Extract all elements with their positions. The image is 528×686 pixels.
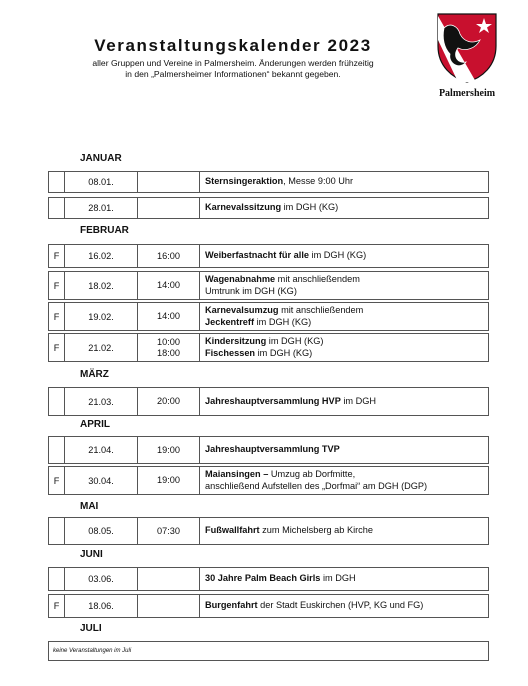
- event-title: Kindersitzung: [205, 336, 267, 347]
- no-events-note: keine Veranstaltungen im Juli: [53, 648, 132, 654]
- event-detail: im DGH (KG): [308, 250, 367, 261]
- event-cell: [200, 388, 488, 415]
- event-detail: mit anschließendem: [278, 305, 364, 316]
- time-cell: 10:00 18:00: [138, 334, 200, 361]
- event-title: Wagenabnahme: [205, 274, 276, 285]
- month-heading: JUNI: [80, 549, 103, 560]
- event-detail: im DGH: [320, 573, 356, 584]
- flag-cell: [49, 437, 65, 463]
- event-detail: zum Michelsberg ab Kirche: [259, 525, 373, 536]
- event-cell: [200, 272, 488, 299]
- month-heading: JULI: [80, 623, 102, 634]
- event-cell: [200, 198, 488, 218]
- event-text: [205, 176, 353, 187]
- event-cell: [200, 568, 488, 590]
- event-title: Jeckentreff: [205, 316, 255, 327]
- time-cell: 16:00: [138, 245, 200, 267]
- time-cell: 14:00: [138, 272, 200, 299]
- time-cell: 07:30: [138, 518, 200, 544]
- flag-cell: [49, 568, 65, 590]
- subtitle-line-2: in den „Palmersheimer Informationen“ bekannt gegeben.: [125, 69, 341, 79]
- event-text: [205, 444, 340, 455]
- flag-cell: F: [49, 595, 65, 617]
- event-title: 30 Jahre Palm Beach Girls: [205, 573, 321, 584]
- flag-cell: [49, 198, 65, 218]
- date-cell: 30.04.: [65, 467, 138, 494]
- month-heading: MAI: [80, 501, 99, 512]
- time-cell: [138, 595, 200, 617]
- event-detail: anschließend Aufstellen des „Dorfmai“ am DGH (DGP): [205, 480, 428, 491]
- flag-cell: [49, 388, 65, 415]
- month-heading: APRIL: [80, 419, 110, 430]
- table-row: [48, 567, 489, 591]
- event-cell: [200, 334, 488, 361]
- flag-cell: F: [49, 303, 65, 330]
- event-cell: [200, 467, 488, 494]
- time-cell: [138, 172, 200, 192]
- time-cell: 14:00: [138, 303, 200, 330]
- date-cell: 28.01.: [65, 198, 138, 218]
- event-text: [205, 469, 427, 491]
- date-cell: 08.01.: [65, 172, 138, 192]
- event-text: [205, 202, 338, 213]
- event-detail: der Stadt Euskirchen (HVP, KG und FG): [257, 600, 424, 611]
- event-cell: [200, 303, 488, 330]
- table-row: [48, 271, 489, 300]
- date-cell: 08.05.: [65, 518, 138, 544]
- event-cell: [200, 437, 488, 463]
- crest-caption: Palmersheim: [438, 88, 496, 99]
- event-text: [205, 305, 363, 327]
- time-cell: 19:00: [138, 467, 200, 494]
- date-cell: 18.02.: [65, 272, 138, 299]
- flag-cell: F: [49, 245, 65, 267]
- event-cell: [200, 245, 488, 267]
- flag-cell: F: [49, 272, 65, 299]
- table-row: [48, 171, 489, 193]
- date-cell: 18.06.: [65, 595, 138, 617]
- event-cell: [200, 595, 488, 617]
- table-row: [48, 436, 489, 464]
- event-detail: , Messe 9:00 Uhr: [283, 176, 354, 187]
- table-row: [48, 466, 489, 495]
- event-title: Jahreshauptversammlung TVP: [205, 444, 340, 455]
- month-heading: FEBRUAR: [80, 225, 129, 236]
- date-cell: 21.03.: [65, 388, 138, 415]
- month-heading: MÄRZ: [80, 369, 109, 380]
- event-detail: im DGH (KG): [255, 347, 313, 358]
- event-text: [205, 396, 376, 407]
- flag-cell: [49, 518, 65, 544]
- event-detail: Umtrunk im DGH (KG): [205, 285, 297, 296]
- table-row: [48, 517, 489, 545]
- event-detail: Umzug ab Dorfmitte,: [270, 469, 356, 480]
- table-row: [48, 197, 489, 219]
- event-text: [205, 336, 323, 358]
- page-title: Veranstaltungskalender 2023: [94, 36, 372, 55]
- time-cell: [138, 568, 200, 590]
- event-cell: [200, 518, 488, 544]
- event-cell: [200, 172, 488, 192]
- time-cell: 20:00: [138, 388, 200, 415]
- month-heading: JANUAR: [80, 153, 122, 164]
- date-cell: 21.02.: [65, 334, 138, 361]
- event-title: Maiansingen –: [205, 469, 271, 480]
- event-title: Fischessen: [205, 347, 256, 358]
- event-detail: im DGH (KG): [281, 202, 339, 213]
- event-title: Burgenfahrt: [205, 600, 258, 611]
- table-row: [48, 302, 489, 331]
- event-title: Jahreshauptversammlung HVP: [205, 395, 341, 406]
- table-row: [48, 333, 489, 362]
- event-detail: im DGH: [340, 395, 377, 406]
- time-cell: 19:00: [138, 437, 200, 463]
- date-cell: 03.06.: [65, 568, 138, 590]
- event-title: Sternsingeraktion: [205, 176, 284, 187]
- event-detail: im DGH (KG): [254, 316, 312, 327]
- date-cell: 21.04.: [65, 437, 138, 463]
- subtitle-line-1: aller Gruppen und Vereine in Palmersheim. Änderungen werden frühzeitig: [92, 58, 374, 68]
- date-cell: 16.02.: [65, 245, 138, 267]
- date-cell: 19.02.: [65, 303, 138, 330]
- event-title: Fußwallfahrt: [205, 525, 260, 536]
- time-cell: [138, 198, 200, 218]
- event-text: [205, 600, 423, 611]
- flag-cell: F: [49, 334, 65, 361]
- event-text: [205, 250, 366, 261]
- flag-cell: [49, 172, 65, 192]
- event-detail: im DGH (KG): [266, 336, 324, 347]
- table-row: [48, 641, 489, 661]
- event-detail: mit anschließendem: [275, 274, 360, 285]
- table-row: [48, 387, 489, 416]
- event-text: [205, 274, 360, 296]
- event-title: Weiberfastnacht für alle: [205, 250, 309, 261]
- event-text: [205, 525, 373, 536]
- flag-cell: F: [49, 467, 65, 494]
- event-title: Karnevalssitzung: [205, 202, 282, 213]
- event-text: [205, 573, 356, 584]
- table-row: [48, 594, 489, 618]
- table-row: [48, 244, 489, 268]
- event-title: Karnevalsumzug: [205, 305, 279, 316]
